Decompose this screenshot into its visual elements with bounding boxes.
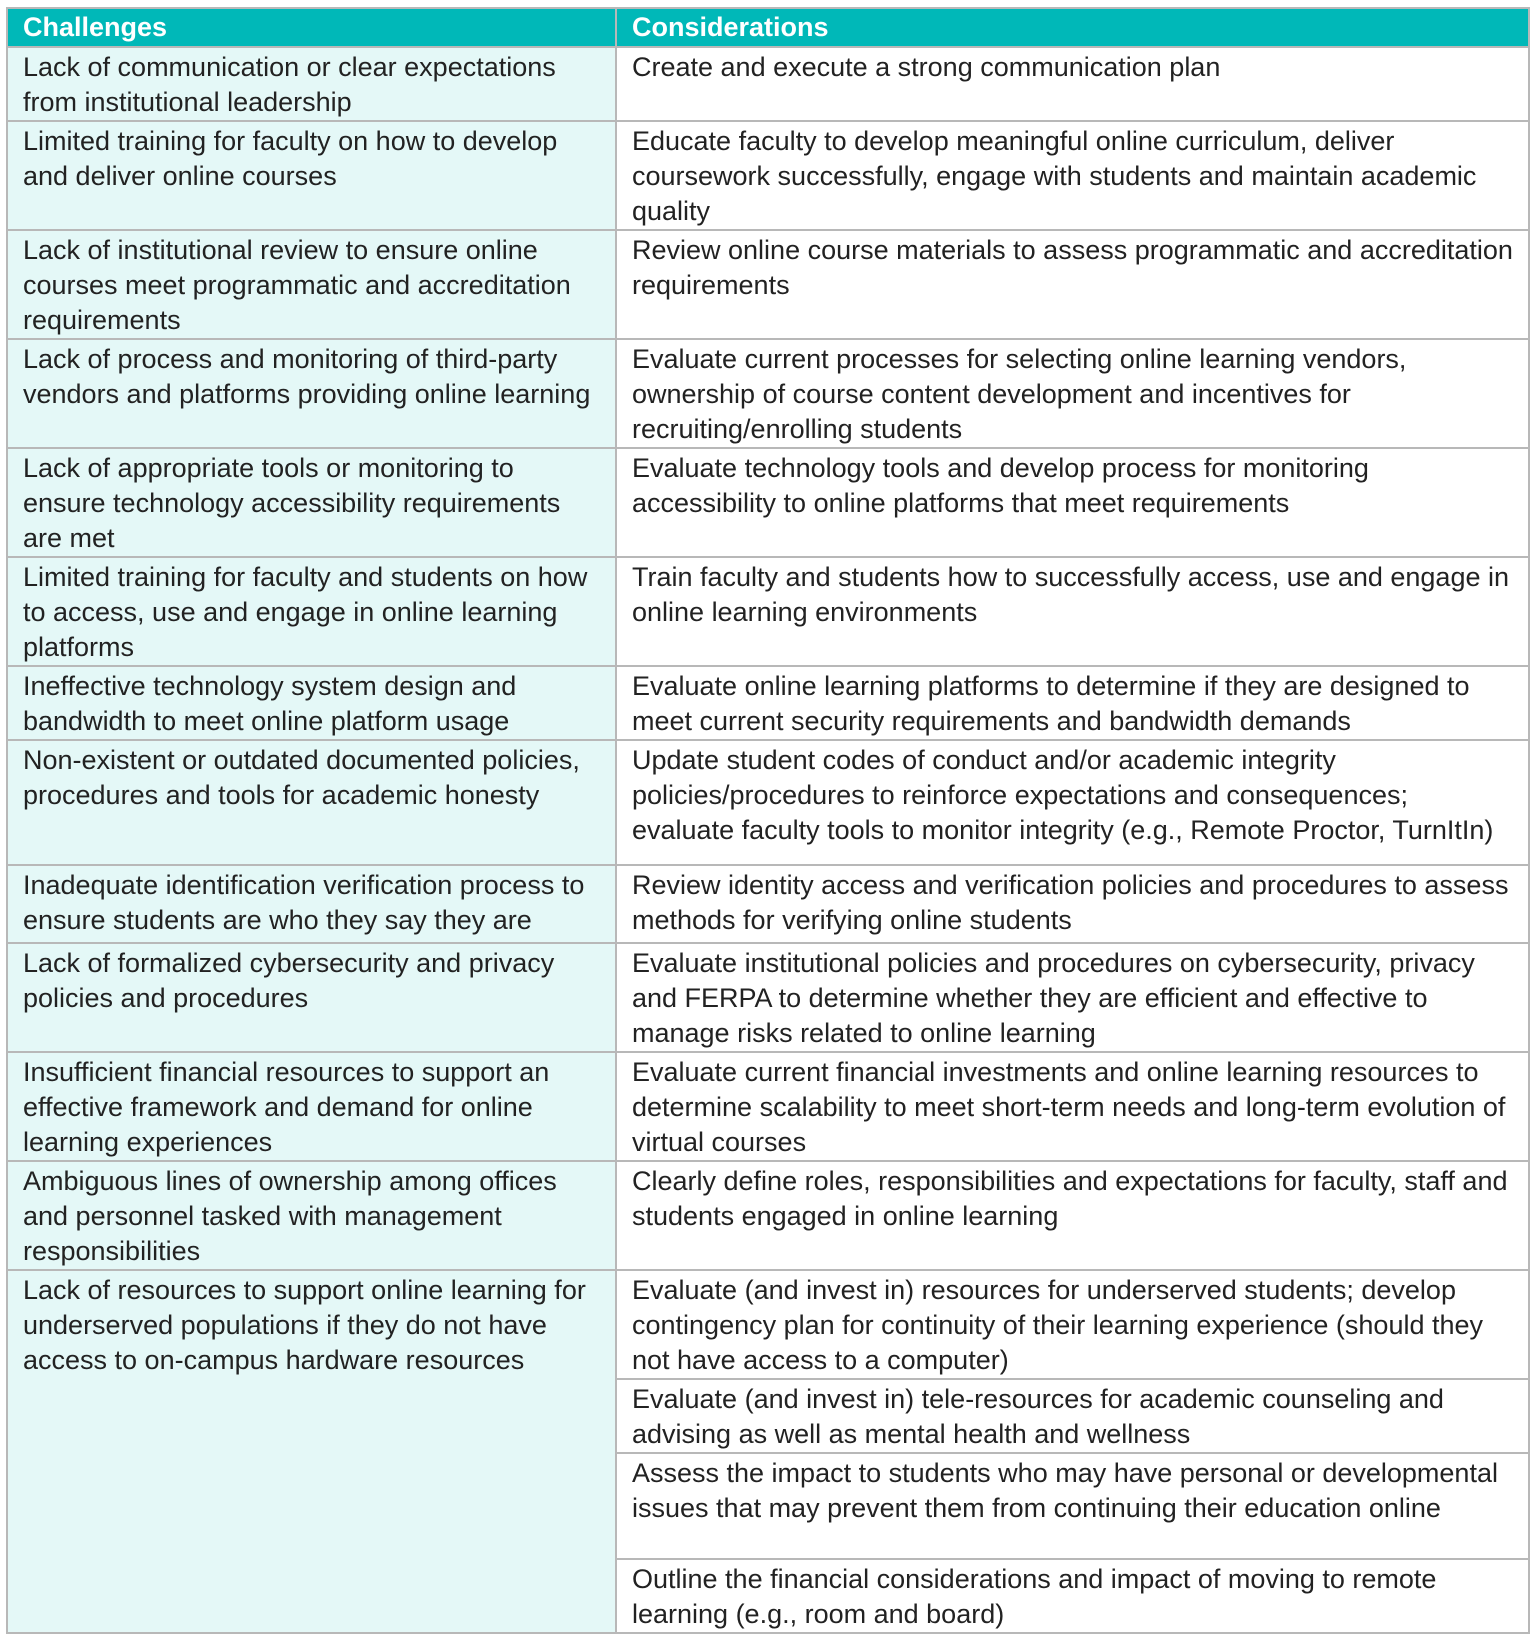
challenge-cell: Ambiguous lines of ownership among offices and personnel tasked with management responsibilities [7, 1161, 616, 1270]
consideration-cell: Evaluate current financial investments and online learning resources to determine scalability to meet short-term needs and long-term evolution of virtual courses [616, 1052, 1529, 1161]
table-row [7, 740, 1529, 865]
table-row [7, 557, 1529, 666]
consideration-cell: Educate faculty to develop meaningful online curriculum, deliver coursework successfully, engage with students and maintain academic quality [616, 121, 1529, 230]
table-row [7, 1161, 1529, 1270]
challenge-cell: Limited training for faculty and students on how to access, use and engage in online learning platforms [7, 557, 616, 666]
table-row [7, 47, 1529, 121]
table-row [7, 230, 1529, 339]
consideration-cell: Train faculty and students how to successfully access, use and engage in online learning environments [616, 557, 1529, 666]
challenge-cell: Limited training for faculty on how to develop and deliver online courses [7, 121, 616, 230]
header-row [7, 8, 1529, 47]
consideration-cell: Evaluate (and invest in) resources for underserved students; develop contingency plan for continuity of their learning experience (should they not have access to a computer) [616, 1270, 1529, 1379]
header-considerations: Considerations [616, 8, 1529, 47]
consideration-cell: Outline the financial considerations and impact of moving to remote learning (e.g., room and board) [616, 1559, 1529, 1633]
challenges-considerations-table [6, 7, 1530, 1634]
consideration-cell: Create and execute a strong communication plan [616, 47, 1529, 121]
consideration-cell: Clearly define roles, responsibilities and expectations for faculty, staff and students engaged in online learning [616, 1161, 1529, 1270]
header-challenges: Challenges [7, 8, 616, 47]
consideration-cell: Review online course materials to assess programmatic and accreditation requirements [616, 230, 1529, 339]
consideration-cell: Evaluate current processes for selecting online learning vendors, ownership of course content development and incentives for recruiting/enrolling students [616, 339, 1529, 448]
consideration-cell: Update student codes of conduct and/or academic integrity policies/procedures to reinforce expectations and consequences; evaluate faculty tools to monitor integrity (e.g., Remote Proctor, TurnItIn) [616, 740, 1529, 865]
challenge-cell: Non-existent or outdated documented policies, procedures and tools for academic honesty [7, 740, 616, 865]
consideration-cell: Evaluate (and invest in) tele-resources for academic counseling and advising as well as mental health and wellness [616, 1379, 1529, 1453]
challenge-cell: Lack of institutional review to ensure online courses meet programmatic and accreditation requirements [7, 230, 616, 339]
table-row [7, 943, 1529, 1052]
challenge-cell: Lack of process and monitoring of third-party vendors and platforms providing online learning [7, 339, 616, 448]
challenge-cell: Lack of appropriate tools or monitoring to ensure technology accessibility requirements are met [7, 448, 616, 557]
table-row [7, 339, 1529, 448]
challenge-cell: Inadequate identification verification process to ensure students are who they say they are [7, 865, 616, 943]
consideration-cell: Evaluate institutional policies and procedures on cybersecurity, privacy and FERPA to determine whether they are efficient and effective to manage risks related to online learning [616, 943, 1529, 1052]
table-row [7, 865, 1529, 943]
consideration-cell: Assess the impact to students who may have personal or developmental issues that may prevent them from continuing their education online [616, 1453, 1529, 1559]
table-row [7, 448, 1529, 557]
table-row [7, 1270, 1529, 1379]
challenge-cell: Lack of formalized cybersecurity and privacy policies and procedures [7, 943, 616, 1052]
consideration-cell: Evaluate online learning platforms to determine if they are designed to meet current security requirements and bandwidth demands [616, 666, 1529, 740]
consideration-cell: Evaluate technology tools and develop process for monitoring accessibility to online platforms that meet requirements [616, 448, 1529, 557]
challenge-cell: Insufficient financial resources to support an effective framework and demand for online learning experiences [7, 1052, 616, 1161]
challenge-cell: Lack of resources to support online learning for underserved populations if they do not have access to on-campus hardware resources [7, 1270, 616, 1633]
consideration-cell: Review identity access and verification policies and procedures to assess methods for verifying online students [616, 865, 1529, 943]
table-row [7, 1052, 1529, 1161]
challenge-cell: Lack of communication or clear expectations from institutional leadership [7, 47, 616, 121]
table-row [7, 121, 1529, 230]
table-row [7, 666, 1529, 740]
challenge-cell: Ineffective technology system design and bandwidth to meet online platform usage [7, 666, 616, 740]
